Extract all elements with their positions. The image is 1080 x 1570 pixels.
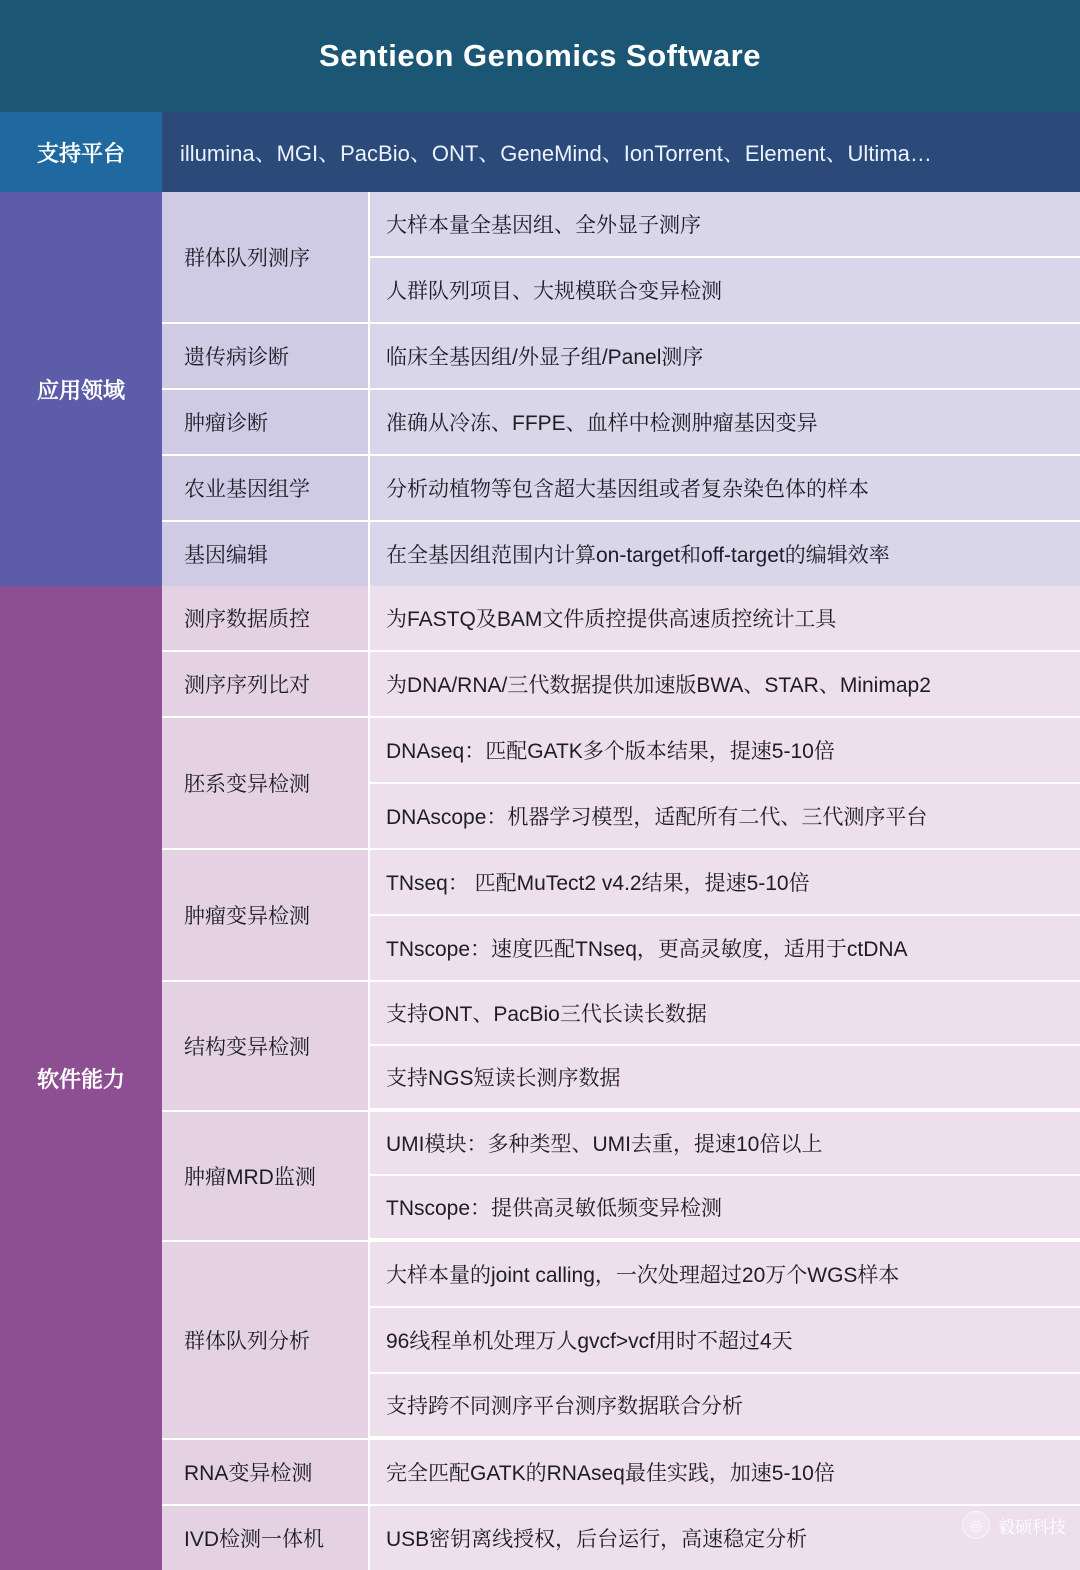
page-title: Sentieon Genomics Software [319, 38, 761, 73]
group-items [370, 324, 1080, 388]
group-label: 肿瘤诊断 [162, 390, 370, 454]
table-row [162, 850, 1080, 982]
list-item: USB密钥离线授权，后台运行，高速稳定分析 [370, 1506, 1080, 1570]
table-row [162, 652, 1080, 718]
group-items [370, 718, 1080, 848]
section-capability-label: 软件能力 [0, 586, 162, 1570]
wechat-icon: ◎ [962, 1511, 990, 1539]
table-row [162, 192, 1080, 324]
platform-label: 支持平台 [0, 112, 162, 192]
group-label: IVD检测一体机 [162, 1506, 370, 1570]
list-item: 在全基因组范围内计算on-target和off-target的编辑效率 [370, 522, 1080, 586]
list-item: TNseq： 匹配MuTect2 v4.2结果，提速5-10倍 [370, 850, 1080, 916]
platform-value: illumina、MGI、PacBio、ONT、GeneMind、IonTorrent、Element、Ultima… [162, 112, 1080, 192]
list-item: 大样本量全基因组、全外显子测序 [370, 192, 1080, 258]
section-capability [0, 586, 1080, 1570]
table-row [162, 522, 1080, 586]
list-item: TNscope：速度匹配TNseq，更高灵敏度，适用于ctDNA [370, 916, 1080, 980]
list-item: DNAseq：匹配GATK多个版本结果，提速5-10倍 [370, 718, 1080, 784]
list-item: 96线程单机处理万人gvcf>vcf用时不超过4天 [370, 1308, 1080, 1374]
platform-row [0, 112, 1080, 192]
group-items [370, 390, 1080, 454]
group-items [370, 982, 1080, 1110]
group-label: 农业基因组学 [162, 456, 370, 520]
page-title-bar [0, 0, 1080, 112]
list-item: 分析动植物等包含超大基因组或者复杂染色体的样本 [370, 456, 1080, 520]
group-items [370, 652, 1080, 716]
table-row [162, 1440, 1080, 1506]
group-label: 测序数据质控 [162, 586, 370, 650]
group-label: 基因编辑 [162, 522, 370, 586]
table-row [162, 456, 1080, 522]
watermark-label: 毅硕科技 [998, 1517, 1066, 1537]
group-label: 群体队列测序 [162, 192, 370, 322]
table-row [162, 324, 1080, 390]
list-item: 支持ONT、PacBio三代长读长数据 [370, 982, 1080, 1046]
group-items [370, 586, 1080, 650]
table-row [162, 390, 1080, 456]
table-row [162, 718, 1080, 850]
group-label: 测序序列比对 [162, 652, 370, 716]
list-item: UMI模块：多种类型、UMI去重，提速10倍以上 [370, 1112, 1080, 1176]
list-item: TNscope：提供高灵敏低频变异检测 [370, 1176, 1080, 1238]
group-label: RNA变异检测 [162, 1440, 370, 1504]
list-item: 为DNA/RNA/三代数据提供加速版BWA、STAR、Minimap2 [370, 652, 1080, 716]
group-label: 遗传病诊断 [162, 324, 370, 388]
group-items [370, 1440, 1080, 1504]
section-application [0, 192, 1080, 586]
group-label: 胚系变异检测 [162, 718, 370, 848]
list-item: 支持跨不同测序平台测序数据联合分析 [370, 1374, 1080, 1436]
list-item: 为FASTQ及BAM文件质控提供高速质控统计工具 [370, 586, 1080, 650]
group-items [370, 192, 1080, 322]
table-row [162, 982, 1080, 1112]
list-item: DNAscope：机器学习模型，适配所有二代、三代测序平台 [370, 784, 1080, 848]
table-row [162, 1506, 1080, 1570]
list-item: 完全匹配GATK的RNAseq最佳实践，加速5-10倍 [370, 1440, 1080, 1504]
table-row [162, 1242, 1080, 1440]
list-item: 大样本量的joint calling，一次处理超过20万个WGS样本 [370, 1242, 1080, 1308]
group-label: 肿瘤变异检测 [162, 850, 370, 980]
group-label: 结构变异检测 [162, 982, 370, 1110]
section-application-label: 应用领域 [0, 192, 162, 586]
table-row [162, 1112, 1080, 1242]
list-item: 人群队列项目、大规模联合变异检测 [370, 258, 1080, 322]
watermark [962, 1511, 1066, 1539]
group-items [370, 456, 1080, 520]
table-row [162, 586, 1080, 652]
group-items [370, 522, 1080, 586]
group-items [370, 1112, 1080, 1240]
group-items [370, 1242, 1080, 1438]
section-capability-body [162, 586, 1080, 1570]
group-label: 群体队列分析 [162, 1242, 370, 1438]
list-item: 临床全基因组/外显子组/Panel测序 [370, 324, 1080, 388]
group-label: 肿瘤MRD监测 [162, 1112, 370, 1240]
list-item: 准确从冷冻、FFPE、血样中检测肿瘤基因变异 [370, 390, 1080, 454]
group-items [370, 850, 1080, 980]
list-item: 支持NGS短读长测序数据 [370, 1046, 1080, 1108]
section-application-body [162, 192, 1080, 586]
